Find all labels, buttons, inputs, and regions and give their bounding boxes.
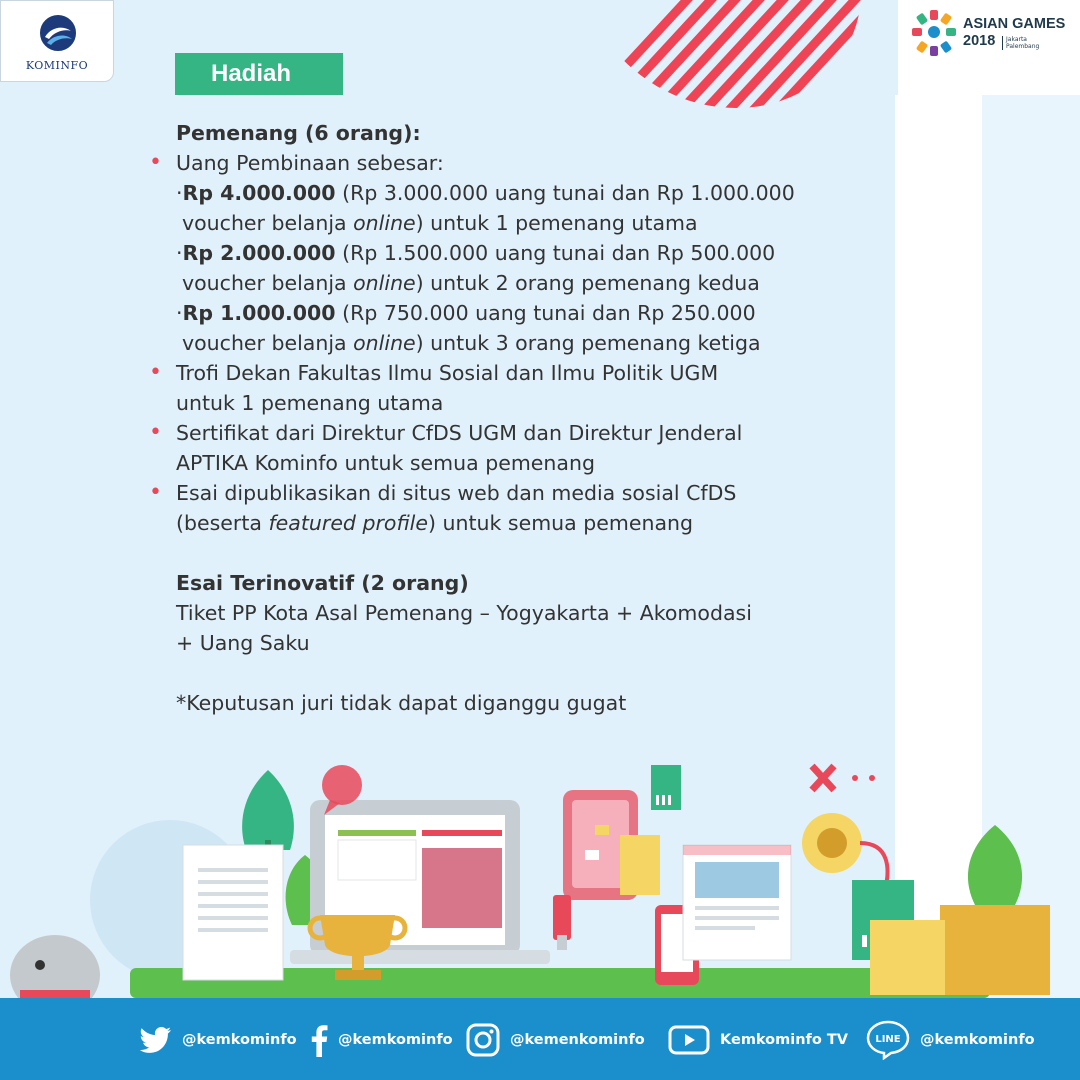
line-icon-text: LINE [875, 1034, 901, 1045]
social-bar [0, 998, 1080, 1080]
usb-icon [553, 895, 571, 950]
webcam-icon [802, 813, 887, 890]
asian-games-title: ASIAN GAMES [963, 16, 1066, 32]
tier-text: ) untuk 1 pemenang utama [415, 211, 698, 235]
asian-games-subtitle: Jakarta Palembang [1002, 36, 1052, 50]
striped-decoration [586, 0, 866, 110]
tier-row-cont [176, 328, 856, 358]
tier-text: voucher belanja [182, 331, 354, 355]
document-icon [183, 845, 283, 980]
line-icon [866, 1020, 910, 1060]
winners-heading: Pemenang (6 orang): [176, 121, 421, 145]
section-title: Hadiah [175, 53, 343, 95]
tier-text: voucher belanja [182, 271, 354, 295]
asian-games-logo [898, 0, 1080, 95]
bullet-certificate: • Sertifikat dari Direktur CfDS UGM dan Direktur Jenderal [176, 418, 856, 448]
social-youtube[interactable] [668, 1020, 848, 1060]
disclaimer: *Keputusan juri tidak dapat diganggu gugat [176, 691, 627, 715]
tier-amount: Rp 2.000.000 [182, 241, 336, 265]
youtube-icon [668, 1025, 710, 1055]
kominfo-label: KOMINFO [25, 59, 89, 72]
rhino-mascot-icon [10, 935, 100, 1000]
innovative-line: Tiket PP Kota Asal Pemenang – Yogyakarta + Akomodasi [176, 601, 752, 625]
innovative-heading: Esai Terinovatif (2 orang) [176, 571, 469, 595]
tier-italic: online [353, 331, 416, 355]
social-handle: @kemkominfo [182, 1032, 297, 1048]
tier-italic: online [353, 271, 416, 295]
tier-row-cont [176, 268, 856, 298]
bullet-prize-money: • Uang Pembinaan sebesar: [176, 148, 856, 178]
mug-icon [620, 835, 660, 895]
kominfo-emblem-icon [39, 13, 77, 57]
tier-text: ) untuk 3 orang pemenang ketiga [415, 331, 761, 355]
illustration [0, 740, 1080, 1000]
bullet-certificate-cont: APTIKA Kominfo untuk semua pemenang [176, 451, 595, 475]
tree-right-icon [968, 825, 1022, 905]
social-facebook[interactable] [310, 1020, 453, 1060]
tier-detail: (Rp 750.000 uang tunai dan Rp 250.000 [335, 301, 756, 325]
social-handle: @kemkominfo [920, 1032, 1035, 1048]
kominfo-logo [0, 0, 114, 82]
tier-amount: Rp 1.000.000 [182, 301, 336, 325]
tier-detail: (Rp 1.500.000 uang tunai dan Rp 500.000 [335, 241, 776, 265]
social-twitter[interactable] [140, 1020, 297, 1060]
browser-window-icon [683, 845, 791, 960]
social-handle: @kemenkominfo [510, 1032, 645, 1048]
innovative-line: + Uang Saku [176, 631, 310, 655]
tier-italic: online [353, 211, 416, 235]
tier-text: ) untuk 2 orang pemenang kedua [415, 271, 760, 295]
social-instagram[interactable] [466, 1020, 645, 1060]
social-handle: @kemkominfo [338, 1032, 453, 1048]
tier-detail: (Rp 3.000.000 uang tunai dan Rp 1.000.000 [335, 181, 795, 205]
asian-games-year: 2018 [963, 33, 996, 49]
publish-text: ) untuk semua pemenang [428, 511, 694, 535]
publish-text: (beserta [176, 511, 269, 535]
prize-details [176, 118, 856, 718]
facebook-icon [310, 1023, 328, 1057]
social-line[interactable] [866, 1020, 1035, 1060]
social-handle: Kemkominfo TV [720, 1032, 848, 1048]
tier-row-cont [176, 208, 856, 238]
bullet-trophy: • Trofi Dekan Fakultas Ilmu Sosial dan Ilmu Politik UGM [176, 358, 856, 388]
close-mark-icon [812, 766, 875, 790]
bullet-trophy-cont: untuk 1 pemenang utama [176, 391, 444, 415]
sim-card-icon [651, 765, 681, 810]
tier-row: ·Rp 2.000.000 (Rp 1.500.000 uang tunai dan Rp 500.000 [176, 241, 776, 265]
tier-amount: Rp 4.000.000 [182, 181, 336, 205]
tier-text: voucher belanja [182, 211, 354, 235]
instagram-icon [466, 1023, 500, 1057]
bullet-publish: • Esai dipublikasikan di situs web dan media sosial CfDS [176, 478, 856, 508]
tier-row: ·Rp 4.000.000 (Rp 3.000.000 uang tunai dan Rp 1.000.000 [176, 181, 795, 205]
asian-games-emblem-icon [910, 8, 958, 60]
bullet-publish-cont [176, 508, 856, 538]
tier-row: ·Rp 1.000.000 (Rp 750.000 uang tunai dan Rp 250.000 [176, 301, 756, 325]
publish-italic: featured profile [268, 511, 428, 535]
twitter-icon [140, 1027, 172, 1053]
